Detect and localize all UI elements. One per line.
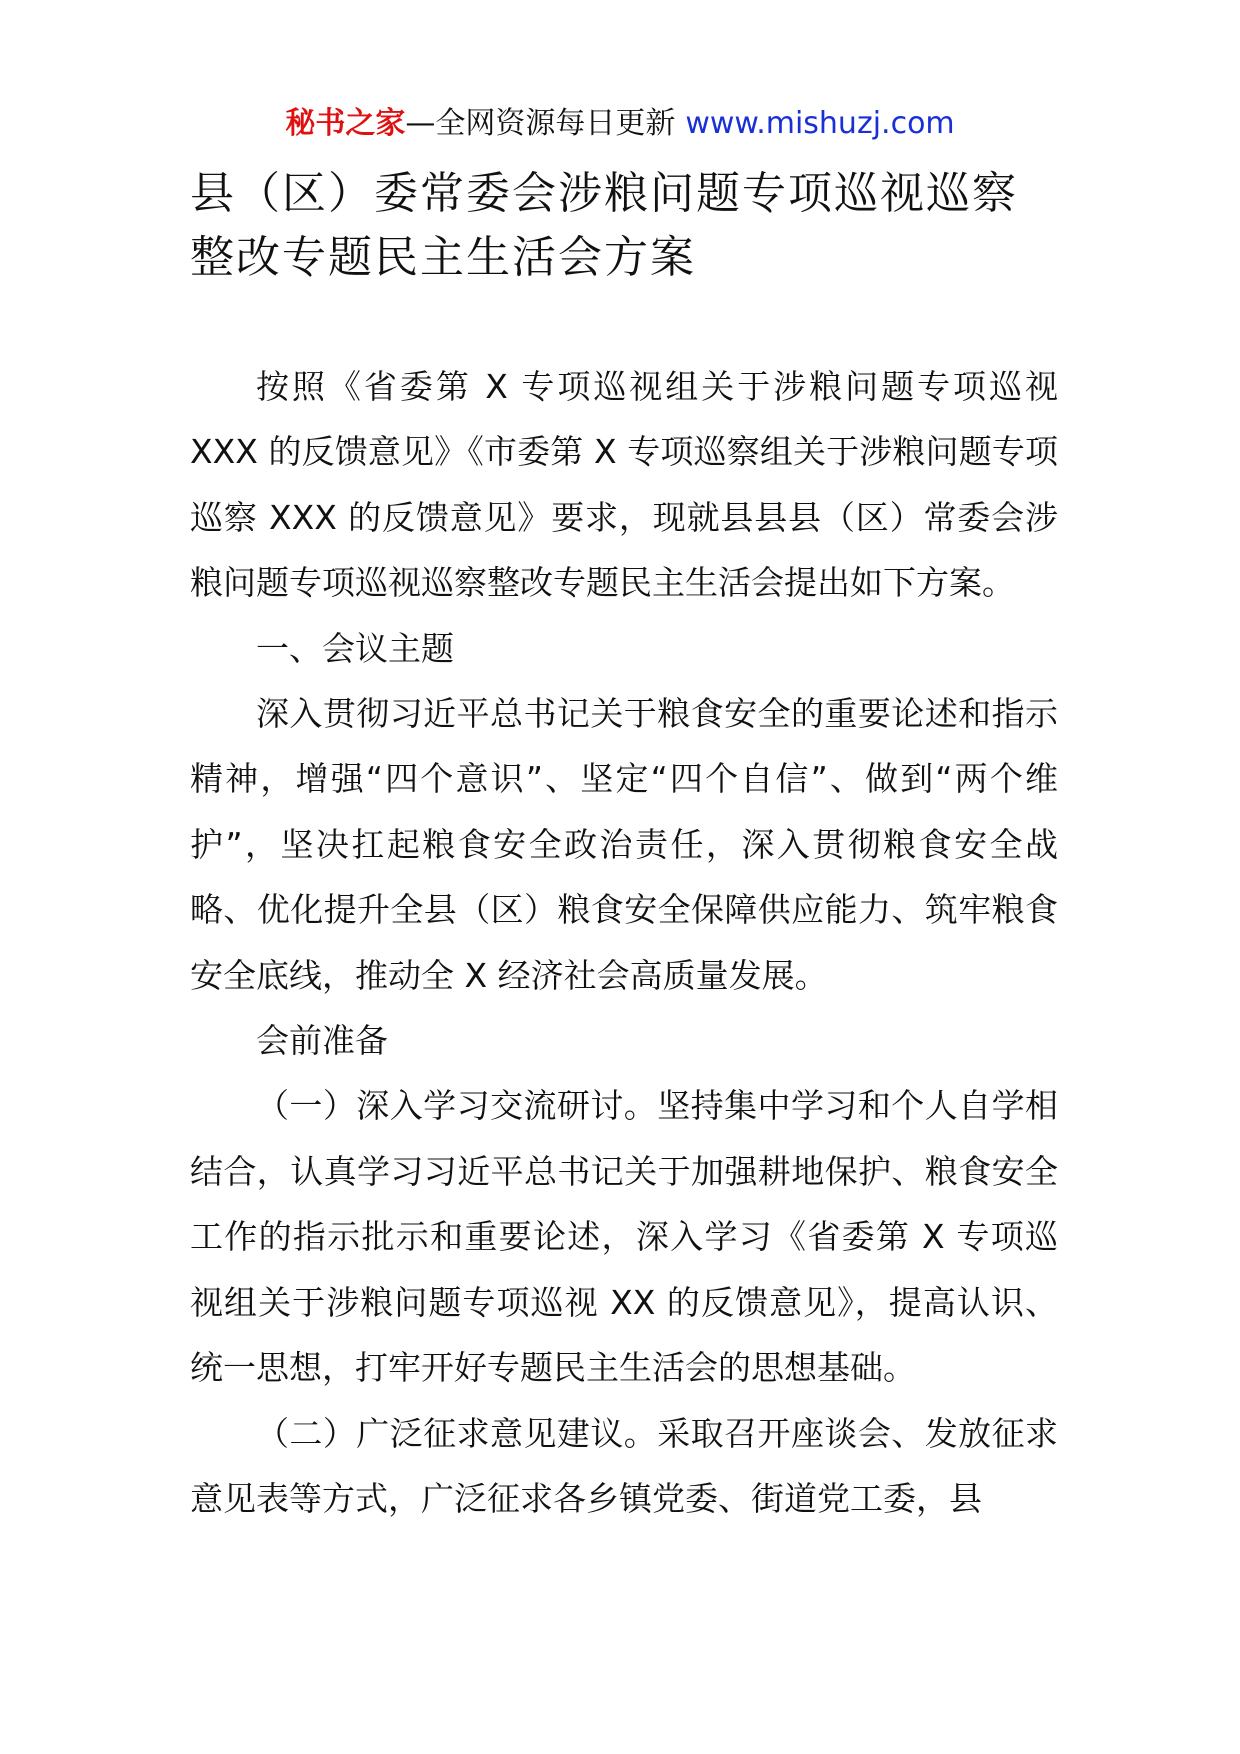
site-tagline: —全网资源每日更新 [405, 106, 676, 141]
section-heading-preparation: 会前准备 [256, 1021, 388, 1061]
preparation-item-2: （二）广泛征求意见建议。采取召开座谈会、发放征求意见表等方式，广泛征求各乡镇党委、街道党工委，县 [190, 1413, 1058, 1518]
brand-name: 秘书之家 [285, 106, 406, 141]
document-body [190, 354, 1058, 1531]
site-url-link[interactable]: www.mishuzj.com [685, 106, 955, 141]
meeting-theme-paragraph: 深入贯彻习近平总书记关于粮食安全的重要论述和指示精神，增强“四个意识”、坚定“四个自信”、做到“两个维护”，坚决扛起粮食安全政治责任，深入贯彻粮食安全战略、优化提升全县（区）粮食安全保障供应能力、筑牢粮食安全底线，推动全 X 经济社会高质量发展。 [190, 694, 1058, 995]
intro-paragraph: 按照《省委第 X 专项巡视组关于涉粮问题专项巡视XXX 的反馈意见》《市委第 X 专项巡察组关于涉粮问题专项巡察 XXX 的反馈意见》要求，现就县县县（区）常委会涉粮问题专项巡视巡察整改专题民主生活会提出如下方案。 [190, 367, 1058, 603]
section-heading-meeting-theme: 一、会议主题 [256, 628, 454, 668]
document-title: 县（区）委常委会涉粮问题专项巡视巡察整改专题民主生活会方案 [190, 168, 1018, 283]
site-header [0, 104, 1240, 144]
preparation-item-1: （一）深入学习交流研讨。坚持集中学习和个人自学相结合，认真学习习近平总书记关于加强耕地保护、粮食安全工作的指示批示和重要论述，深入学习《省委第 X 专项巡视组关于涉粮问题专项巡视 XX 的反馈意见》，提高认识、统一思想，打牢开好专题民主生活会的思想基础。 [190, 1086, 1058, 1388]
